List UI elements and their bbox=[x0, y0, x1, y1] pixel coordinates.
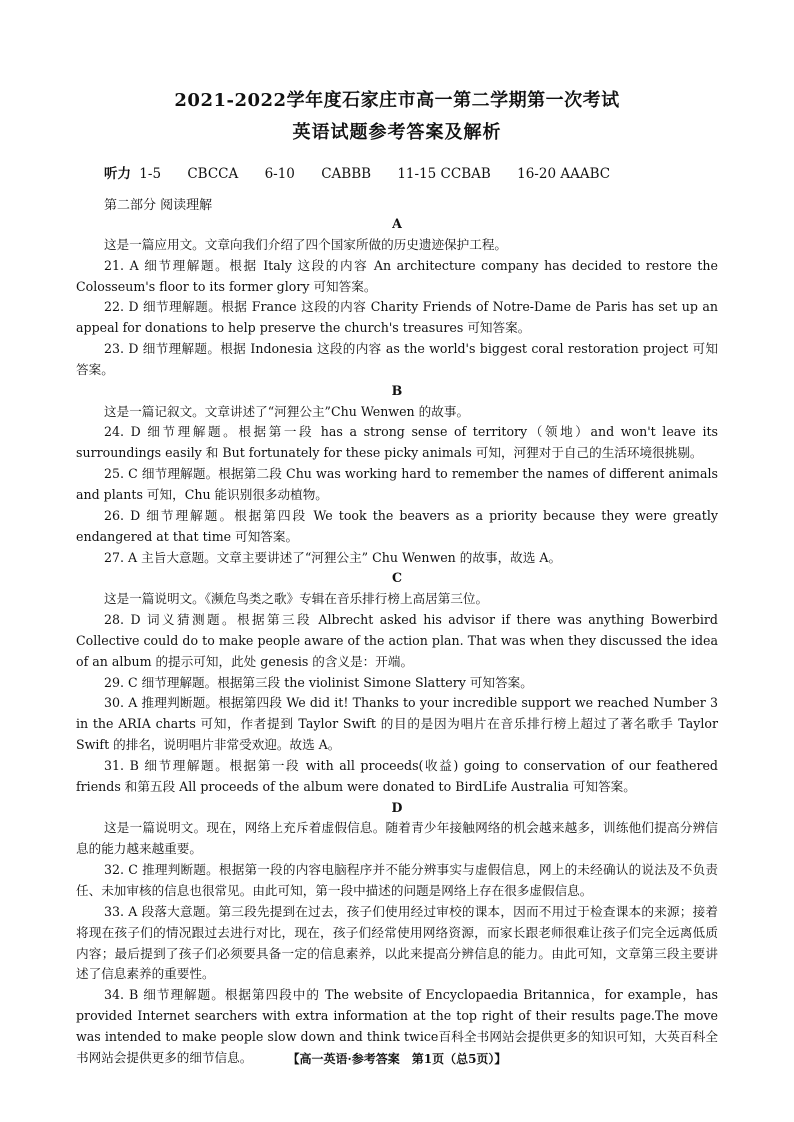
answer-paragraph: 这是一篇说明文。现在，网络上充斥着虚假信息。随着青少年接触网络的机会越来越多，训练他们提高分辨信息的能力越来越重要。 bbox=[76, 820, 718, 857]
listening-answer-group: 16-20 AAABC bbox=[517, 166, 611, 182]
answer-paragraph: 这是一篇记叙文。文章讲述了“河狸公主”Chu Wenwen 的故事。 bbox=[104, 403, 470, 419]
answer-paragraph: 28. D 词义猜测题。根据第三段 Albrecht asked his advisor if there was anything Bowerbird Collective could do to make people aware of the action plan. That was when they discussed the idea of an album 的提示可知，此处 genesis 的含义是：开端。 bbox=[76, 612, 718, 669]
answer-paragraph: 22. D 细节理解题。根据 France 这段的内容 Charity Friends of Notre-Dame de Paris has set up an appeal for donations to help preserve the church's treasures 可知答案。 bbox=[76, 299, 718, 336]
passage-heading: B bbox=[391, 382, 403, 398]
page-footer: 【高一英语·参考答案 第1页（总5页）】 bbox=[287, 1052, 507, 1066]
answer-paragraph: 30. A 推理判断题。根据第四段 We did it! Thanks to your incredible support we reached Number 3 in the ARIA charts 可知，作者提到 Taylor Swift 的目的是因为唱片在音乐排行榜上超过了著名歌手 Taylor Swift 的排名，说明唱片非常受欢迎。故选 A。 bbox=[76, 695, 718, 753]
answer-paragraph: 26. D 细节理解题。根据第四段 We took the beavers as a priority because they were greatly endangered at that time 可知答案。 bbox=[76, 507, 718, 544]
answer-paragraph: 24. D 细节理解题。根据第一段 has a strong sense of territory（领地）and won't leave its surroundings easily 和 But fortunately for these picky animals 可知，河狸对于自己的生活环境很挑剔。 bbox=[76, 424, 718, 461]
document-title: 2021-2022学年度石家庄市高一第二学期第一次考试 bbox=[174, 90, 620, 111]
listening-range: 1-5 bbox=[139, 166, 162, 182]
listening-answers bbox=[104, 162, 610, 182]
passage-heading: C bbox=[391, 570, 403, 586]
answer-paragraph: 33. A 段落大意题。第三段先提到在过去，孩子们使用经过审校的课本，因而不用过于检查课本的来源；接着将现在孩子们的情况跟过去进行对比，现在，孩子们经常使用网络资源，而家长跟老师很难让孩子们完全远离低质内容；最后提到了孩子们必须要具备一定的信息素养，以此来提高分辨信息的能力。由此可知，文章第三段主要讲述了信息素养的重要性。 bbox=[76, 903, 718, 982]
answer-paragraph: 这是一篇说明文。《濒危鸟类之歌》专辑在音乐排行榜上高居第三位。 bbox=[104, 591, 489, 607]
listening-answer-group: CBCCA bbox=[187, 166, 239, 182]
passage-heading: A bbox=[392, 216, 402, 231]
answer-paragraph: 23. D 细节理解题。根据 Indonesia 这段的内容 as the world's biggest coral restoration project 可知答案。 bbox=[76, 341, 718, 377]
passage-heading: D bbox=[391, 799, 403, 815]
answer-paragraph: 34. B 细节理解题。根据第四段中的 The website of Encyclopaedia Britannica，for example，has provided Internet searchers with extra information at the top right of their results page.The move was intended to make people slow down and think twice百科全书网站会提供更多的知识可知，大英百科全书网站会提供更多的细节信息。 bbox=[76, 987, 718, 1065]
listening-range: 6-10 bbox=[264, 166, 295, 182]
answer-paragraph: 32. C 推理判断题。根据第一段的内容电脑程序并不能分辨事实与虚假信息，网上的未经确认的说法及不负责任、未加审核的信息也很常见。由此可知，第一段中描述的问题是网络上存在很多虚假信息。 bbox=[76, 862, 718, 898]
answer-body bbox=[76, 214, 718, 1069]
listening-answer-group: CABBB bbox=[321, 166, 372, 182]
answer-paragraph: 25. C 细节理解题。根据第二段 Chu was working hard to remember the names of different animals and plants 可知，Chu 能识别很多动植物。 bbox=[76, 466, 718, 502]
answer-paragraph: 21. A 细节理解题。根据 Italy 这段的内容 An architecture company has decided to restore the Colosseum's floor to its former glory 可知答案。 bbox=[76, 257, 718, 294]
listening-label: 听力 bbox=[104, 166, 131, 182]
section-label: 第二部分 阅读理解 bbox=[104, 198, 213, 213]
answer-paragraph: 这是一篇应用文。文章向我们介绍了四个国家所做的历史遗迹保护工程。 bbox=[104, 236, 507, 252]
listening-answer-group: 11-15 CCBAB bbox=[397, 166, 491, 182]
answer-paragraph: 31. B 细节理解题。根据第一段 with all proceeds(收益) going to conservation of our feathered friends 和第五段 All proceeds of the album were donated to BirdLife Australia 可知答案。 bbox=[76, 757, 718, 794]
document-subtitle: 英语试题参考答案及解析 bbox=[292, 122, 502, 143]
answer-paragraph: 27. A 主旨大意题。文章主要讲述了“河狸公主” Chu Wenwen 的故事，故选 A。 bbox=[104, 549, 562, 565]
answer-paragraph: 29. C 细节理解题。根据第三段 the violinist Simone Slattery 可知答案。 bbox=[104, 674, 533, 690]
